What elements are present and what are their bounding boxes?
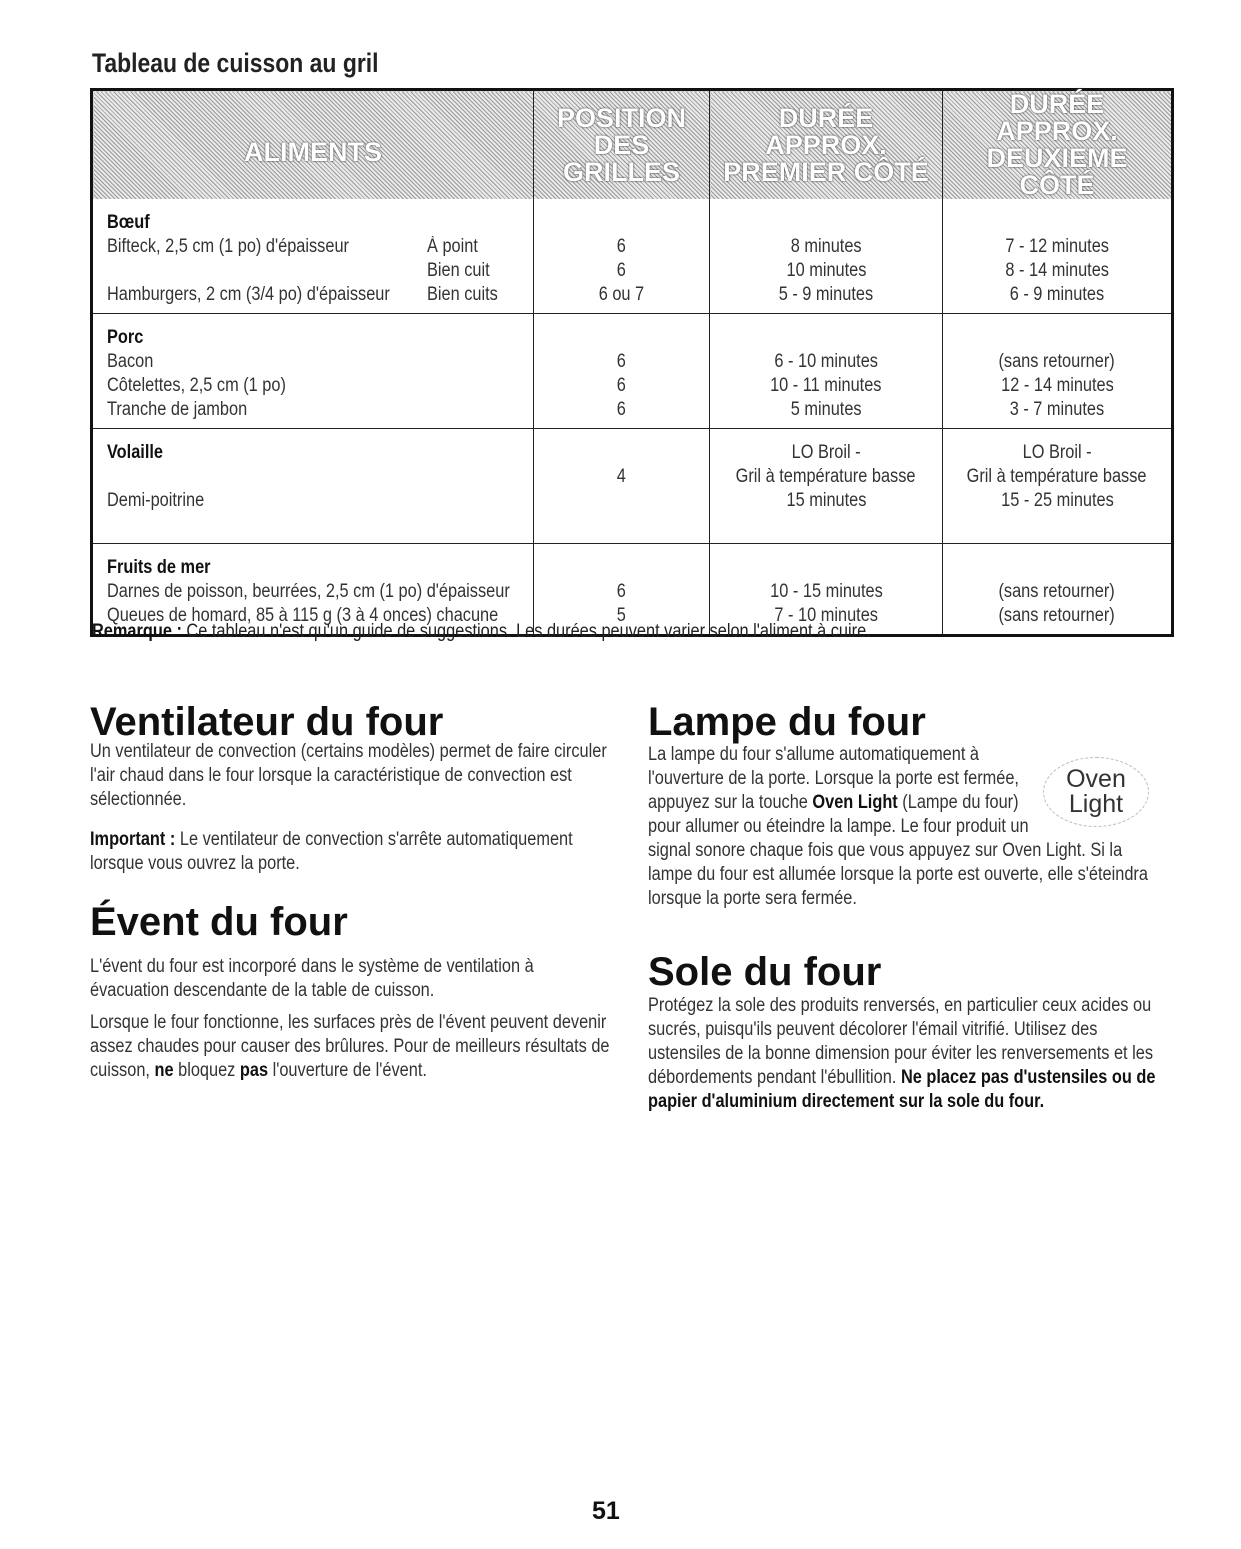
- event-paragraph-1: L'évent du four est incorporé dans le système de ventilation à évacuation descendante de la table de cuisson.: [90, 956, 534, 1001]
- ventilateur-paragraph-2: Important : Le ventilateur de convection s'arrête automatiquement lorsque vous ouvrez la porte.: [90, 829, 573, 874]
- first-value: 15 minutes: [786, 490, 866, 511]
- table-row: [92, 429, 1173, 544]
- note-text: Ce tableau n'est qu'un guide de suggestions. Les durées peuvent varier selon l'aliment à cuire.: [181, 621, 871, 642]
- second-value: LO Broil -: [1022, 442, 1092, 463]
- food-name: Bacon: [107, 351, 154, 372]
- note-label: Remarque :: [92, 621, 182, 642]
- header-position: POSITION DES GRILLES: [534, 90, 710, 200]
- category-label: Bœuf: [107, 212, 150, 233]
- food-name: Darnes de poisson, beurrées, 2,5 cm (1 po) d'épaisseur: [107, 581, 510, 602]
- second-value: 3 - 7 minutes: [1009, 399, 1105, 420]
- position-cell: [534, 199, 710, 314]
- category-label: Volaille: [107, 442, 164, 463]
- food-name: Queues de homard, 85 à 115 g (3 à 4 onces) chacune: [107, 605, 499, 626]
- first-value: Gril à température basse: [736, 466, 916, 487]
- header-first-side: DURÉE APPROX. PREMIER CÔTÉ: [710, 90, 943, 200]
- position-value: 4: [616, 466, 627, 487]
- first-value: 10 minutes: [786, 260, 866, 281]
- second-value: Gril à température basse: [967, 466, 1147, 487]
- second-value: 12 - 14 minutes: [1000, 375, 1114, 396]
- sole-paragraph: Protégez la sole des produits renversés, en particulier ceux acides ou sucrés, puisqu'ils peuvent décolorer l'émail vitrifié. Utilisez des ustensiles de la bonne dimension pour éviter les renversements et les débordements pendant l'ébullition. Ne placez pas d'ustensiles ou de papier d'aluminium directement sur la sole du four.: [648, 995, 1156, 1112]
- event-paragraph-2: Lorsque le four fonctionne, les surfaces près de l'évent peuvent devenir assez chaudes pour causer des brûlures. Pour de meilleurs résultats de cuisson, ne bloquez pas l'ouverture de l'évent.: [90, 1012, 610, 1081]
- table-title: Tableau de cuisson au gril: [92, 48, 379, 78]
- food-cell: [92, 429, 534, 544]
- food-name: Hamburgers, 2 cm (3/4 po) d'épaisseur: [107, 284, 390, 305]
- broil-chart-table: [90, 88, 1174, 637]
- position-value: 6: [616, 375, 627, 396]
- second-value: 8 - 14 minutes: [1005, 260, 1109, 281]
- doneness: Bien cuit: [427, 260, 490, 281]
- second-value: 6 - 9 minutes: [1009, 284, 1105, 305]
- table-note: [92, 621, 997, 643]
- table-header-row: [92, 90, 1173, 200]
- category-label: Fruits de mer: [107, 557, 211, 578]
- category-label: Porc: [107, 327, 144, 348]
- first-cell: [710, 429, 943, 544]
- first-value: LO Broil -: [791, 442, 861, 463]
- table-row: [92, 314, 1173, 429]
- lampe-paragraph: La lampe du four s'allume automatiquement à l'ouverture de la porte. Lorsque la porte est fermée, appuyez sur la touche Oven Light (Lampe du four) pour allumer ou éteindre la lampe. Le four produit un signal sonore chaque fois que vous appuyez sur Oven Light. Si la lampe du four est allumée lorsque la porte est ouverte, elle s'éteindra lorsque la porte sera fermée.: [648, 743, 1171, 911]
- ventilateur-paragraph-1: Un ventilateur de convection (certains modèles) permet de faire circuler l'air chaud dans le four lorsque la caractéristique de convection est sélectionnée.: [90, 741, 607, 810]
- second-value: (sans retourner): [998, 351, 1116, 372]
- second-cell: [943, 199, 1173, 314]
- first-cell: [710, 199, 943, 314]
- second-cell: [943, 429, 1173, 544]
- position-cell: [534, 314, 710, 429]
- oven-light-key-icon: Oven Light: [1043, 757, 1149, 827]
- food-name: Côtelettes, 2,5 cm (1 po): [107, 375, 286, 396]
- first-value: 6 - 10 minutes: [774, 351, 878, 372]
- first-value: 5 - 9 minutes: [778, 284, 874, 305]
- second-value: 15 - 25 minutes: [1000, 490, 1114, 511]
- second-cell: [943, 314, 1173, 429]
- food-name: Bifteck, 2,5 cm (1 po) d'épaisseur: [107, 236, 349, 257]
- second-value: 7 - 12 minutes: [1005, 236, 1109, 257]
- heading-lampe: Lampe du four: [648, 700, 926, 744]
- food-cell: [92, 314, 534, 429]
- position-value: 6 ou 7: [598, 284, 645, 305]
- first-value: 10 - 15 minutes: [769, 581, 883, 602]
- doneness: À point: [427, 236, 478, 257]
- food-name: Demi-poitrine: [107, 490, 205, 511]
- food-name: Tranche de jambon: [107, 399, 248, 420]
- header-aliments: ALIMENTS: [92, 90, 534, 200]
- position-cell: [534, 429, 710, 544]
- header-second-side: DURÉE APPROX. DEUXIEME CÔTÉ: [943, 90, 1173, 200]
- heading-sole: Sole du four: [648, 950, 882, 994]
- position-value: 6: [616, 399, 627, 420]
- position-value: 5: [616, 605, 627, 626]
- page-number: 51: [592, 1497, 620, 1525]
- position-value: 6: [616, 236, 627, 257]
- position-value: 6: [616, 351, 627, 372]
- second-value: (sans retourner): [998, 581, 1116, 602]
- second-value: (sans retourner): [998, 605, 1116, 626]
- first-value: 8 minutes: [790, 236, 862, 257]
- position-value: 6: [616, 581, 627, 602]
- heading-event: Évent du four: [90, 900, 348, 944]
- first-cell: [710, 314, 943, 429]
- heading-ventilateur: Ventilateur du four: [90, 700, 444, 744]
- food-cell: [92, 199, 534, 314]
- first-value: 7 - 10 minutes: [774, 605, 878, 626]
- table-row: [92, 199, 1173, 314]
- doneness: Bien cuits: [427, 284, 498, 305]
- first-value: 5 minutes: [790, 399, 862, 420]
- position-value: 6: [616, 260, 627, 281]
- table-body: [92, 199, 1173, 636]
- first-value: 10 - 11 minutes: [770, 375, 882, 396]
- important-label: Important :: [90, 829, 176, 850]
